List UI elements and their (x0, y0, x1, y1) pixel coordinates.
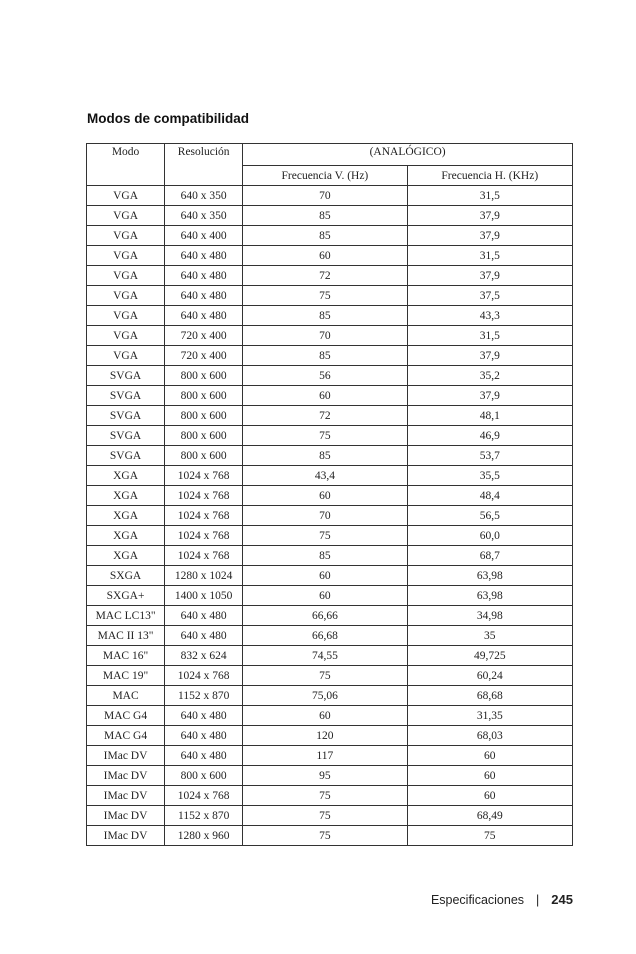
cell-resolucion: 640 x 480 (165, 606, 243, 626)
cell-frecuencia-v: 75 (243, 786, 407, 806)
cell-frecuencia-h: 35,5 (407, 466, 572, 486)
cell-resolucion: 640 x 480 (165, 286, 243, 306)
table-row (87, 446, 573, 466)
cell-modo: XGA (87, 526, 165, 546)
cell-frecuencia-v: 85 (243, 226, 407, 246)
cell-frecuencia-v: 85 (243, 346, 407, 366)
page-number: 245 (551, 892, 573, 907)
footer-separator: | (536, 892, 540, 907)
table-row (87, 646, 573, 666)
table-row (87, 566, 573, 586)
cell-modo: SVGA (87, 366, 165, 386)
compatibility-table (86, 143, 573, 846)
table-row (87, 346, 573, 366)
cell-frecuencia-h: 35,2 (407, 366, 572, 386)
cell-resolucion: 800 x 600 (165, 366, 243, 386)
cell-frecuencia-h: 37,9 (407, 226, 572, 246)
cell-frecuencia-h: 31,5 (407, 186, 572, 206)
cell-frecuencia-h: 63,98 (407, 586, 572, 606)
cell-frecuencia-h: 37,5 (407, 286, 572, 306)
table-row (87, 806, 573, 826)
cell-frecuencia-v: 95 (243, 766, 407, 786)
cell-resolucion: 1024 x 768 (165, 466, 243, 486)
cell-resolucion: 1024 x 768 (165, 666, 243, 686)
cell-frecuencia-h: 48,1 (407, 406, 572, 426)
page-footer (431, 892, 573, 907)
cell-modo: IMac DV (87, 766, 165, 786)
cell-resolucion: 1280 x 960 (165, 826, 243, 846)
cell-resolucion: 800 x 600 (165, 386, 243, 406)
cell-frecuencia-v: 75 (243, 286, 407, 306)
cell-frecuencia-v: 85 (243, 446, 407, 466)
cell-modo: VGA (87, 346, 165, 366)
cell-modo: XGA (87, 466, 165, 486)
cell-frecuencia-h: 48,4 (407, 486, 572, 506)
cell-frecuencia-v: 70 (243, 326, 407, 346)
table-row (87, 826, 573, 846)
cell-resolucion: 800 x 600 (165, 406, 243, 426)
cell-frecuencia-v: 66,66 (243, 606, 407, 626)
cell-resolucion: 800 x 600 (165, 426, 243, 446)
table-row (87, 626, 573, 646)
table-row (87, 586, 573, 606)
cell-modo: MAC G4 (87, 706, 165, 726)
cell-modo: VGA (87, 286, 165, 306)
table-row (87, 546, 573, 566)
cell-resolucion: 800 x 600 (165, 446, 243, 466)
cell-frecuencia-v: 75 (243, 826, 407, 846)
cell-frecuencia-v: 60 (243, 586, 407, 606)
cell-modo: VGA (87, 226, 165, 246)
cell-modo: IMac DV (87, 806, 165, 826)
cell-resolucion: 640 x 350 (165, 206, 243, 226)
cell-modo: SVGA (87, 446, 165, 466)
cell-frecuencia-h: 75 (407, 826, 572, 846)
cell-resolucion: 640 x 350 (165, 186, 243, 206)
cell-frecuencia-h: 60 (407, 766, 572, 786)
cell-resolucion: 800 x 600 (165, 766, 243, 786)
header-analogico: (ANALÓGICO) (243, 144, 573, 166)
cell-modo: VGA (87, 326, 165, 346)
cell-modo: MAC 16" (87, 646, 165, 666)
table-row (87, 666, 573, 686)
cell-modo: VGA (87, 206, 165, 226)
header-resolucion: Resolución (165, 144, 243, 186)
cell-frecuencia-h: 43,3 (407, 306, 572, 326)
cell-frecuencia-v: 75 (243, 426, 407, 446)
cell-frecuencia-h: 68,7 (407, 546, 572, 566)
table-row (87, 766, 573, 786)
cell-resolucion: 640 x 480 (165, 626, 243, 646)
cell-resolucion: 720 x 400 (165, 326, 243, 346)
cell-modo: SVGA (87, 406, 165, 426)
cell-modo: MAC (87, 686, 165, 706)
cell-modo: XGA (87, 486, 165, 506)
cell-frecuencia-v: 70 (243, 186, 407, 206)
cell-frecuencia-v: 56 (243, 366, 407, 386)
table-row (87, 686, 573, 706)
cell-frecuencia-v: 60 (243, 386, 407, 406)
table-row (87, 286, 573, 306)
table-row (87, 426, 573, 446)
cell-frecuencia-v: 75,06 (243, 686, 407, 706)
cell-frecuencia-h: 37,9 (407, 346, 572, 366)
cell-resolucion: 1024 x 768 (165, 526, 243, 546)
cell-frecuencia-v: 75 (243, 806, 407, 826)
cell-modo: MAC II 13" (87, 626, 165, 646)
cell-frecuencia-h: 60 (407, 786, 572, 806)
cell-modo: SVGA (87, 386, 165, 406)
table-row (87, 306, 573, 326)
cell-frecuencia-v: 74,55 (243, 646, 407, 666)
cell-resolucion: 640 x 480 (165, 246, 243, 266)
table-row (87, 266, 573, 286)
table-body (87, 186, 573, 846)
cell-resolucion: 640 x 480 (165, 726, 243, 746)
cell-frecuencia-h: 49,725 (407, 646, 572, 666)
table-row (87, 786, 573, 806)
cell-frecuencia-h: 56,5 (407, 506, 572, 526)
cell-frecuencia-h: 68,68 (407, 686, 572, 706)
cell-frecuencia-h: 37,9 (407, 266, 572, 286)
header-frecuencia-h: Frecuencia H. (KHz) (407, 166, 572, 186)
cell-frecuencia-v: 120 (243, 726, 407, 746)
cell-frecuencia-v: 60 (243, 246, 407, 266)
cell-modo: VGA (87, 306, 165, 326)
cell-frecuencia-v: 60 (243, 566, 407, 586)
cell-resolucion: 1024 x 768 (165, 486, 243, 506)
cell-frecuencia-h: 31,5 (407, 326, 572, 346)
cell-modo: XGA (87, 506, 165, 526)
header-frecuencia-v: Frecuencia V. (Hz) (243, 166, 407, 186)
cell-modo: MAC 19" (87, 666, 165, 686)
table-row (87, 606, 573, 626)
cell-resolucion: 640 x 400 (165, 226, 243, 246)
cell-frecuencia-v: 72 (243, 266, 407, 286)
cell-frecuencia-v: 85 (243, 206, 407, 226)
cell-modo: MAC LC13" (87, 606, 165, 626)
cell-modo: IMac DV (87, 786, 165, 806)
cell-modo: SVGA (87, 426, 165, 446)
cell-frecuencia-v: 75 (243, 526, 407, 546)
cell-frecuencia-h: 31,5 (407, 246, 572, 266)
cell-frecuencia-h: 31,35 (407, 706, 572, 726)
cell-resolucion: 1024 x 768 (165, 506, 243, 526)
cell-resolucion: 1152 x 870 (165, 806, 243, 826)
cell-frecuencia-h: 68,03 (407, 726, 572, 746)
cell-modo: VGA (87, 186, 165, 206)
cell-modo: SXGA+ (87, 586, 165, 606)
cell-frecuencia-v: 117 (243, 746, 407, 766)
cell-frecuencia-h: 53,7 (407, 446, 572, 466)
cell-frecuencia-h: 35 (407, 626, 572, 646)
header-modo: Modo (87, 144, 165, 186)
cell-frecuencia-v: 66,68 (243, 626, 407, 646)
cell-modo: MAC G4 (87, 726, 165, 746)
table-row (87, 706, 573, 726)
cell-frecuencia-h: 37,9 (407, 386, 572, 406)
cell-frecuencia-h: 68,49 (407, 806, 572, 826)
cell-frecuencia-v: 60 (243, 706, 407, 726)
cell-frecuencia-h: 63,98 (407, 566, 572, 586)
cell-frecuencia-v: 72 (243, 406, 407, 426)
table-row (87, 366, 573, 386)
table-row (87, 466, 573, 486)
cell-modo: IMac DV (87, 746, 165, 766)
cell-frecuencia-h: 37,9 (407, 206, 572, 226)
section-title: Modos de compatibilidad (87, 111, 250, 126)
cell-frecuencia-v: 70 (243, 506, 407, 526)
cell-frecuencia-v: 75 (243, 666, 407, 686)
cell-resolucion: 1400 x 1050 (165, 586, 243, 606)
cell-resolucion: 640 x 480 (165, 266, 243, 286)
cell-frecuencia-h: 34,98 (407, 606, 572, 626)
cell-resolucion: 640 x 480 (165, 306, 243, 326)
cell-resolucion: 720 x 400 (165, 346, 243, 366)
cell-frecuencia-h: 60,0 (407, 526, 572, 546)
table-row (87, 526, 573, 546)
cell-resolucion: 1152 x 870 (165, 686, 243, 706)
table-row (87, 206, 573, 226)
table-row (87, 326, 573, 346)
cell-modo: SXGA (87, 566, 165, 586)
table-row (87, 726, 573, 746)
cell-frecuencia-h: 60,24 (407, 666, 572, 686)
table-row (87, 186, 573, 206)
cell-modo: VGA (87, 246, 165, 266)
cell-resolucion: 640 x 480 (165, 746, 243, 766)
cell-modo: VGA (87, 266, 165, 286)
table-row (87, 246, 573, 266)
footer-section-name: Especificaciones (430, 892, 525, 907)
cell-resolucion: 832 x 624 (165, 646, 243, 666)
table-row (87, 386, 573, 406)
table-row (87, 486, 573, 506)
cell-modo: XGA (87, 546, 165, 566)
cell-frecuencia-v: 85 (243, 306, 407, 326)
cell-resolucion: 640 x 480 (165, 706, 243, 726)
table-row (87, 506, 573, 526)
cell-modo: IMac DV (87, 826, 165, 846)
cell-resolucion: 1024 x 768 (165, 786, 243, 806)
cell-frecuencia-v: 60 (243, 486, 407, 506)
cell-resolucion: 1024 x 768 (165, 546, 243, 566)
cell-frecuencia-v: 85 (243, 546, 407, 566)
cell-frecuencia-h: 60 (407, 746, 572, 766)
cell-resolucion: 1280 x 1024 (165, 566, 243, 586)
table-row (87, 746, 573, 766)
cell-frecuencia-h: 46,9 (407, 426, 572, 446)
cell-frecuencia-v: 43,4 (243, 466, 407, 486)
table-row (87, 226, 573, 246)
table-row (87, 406, 573, 426)
